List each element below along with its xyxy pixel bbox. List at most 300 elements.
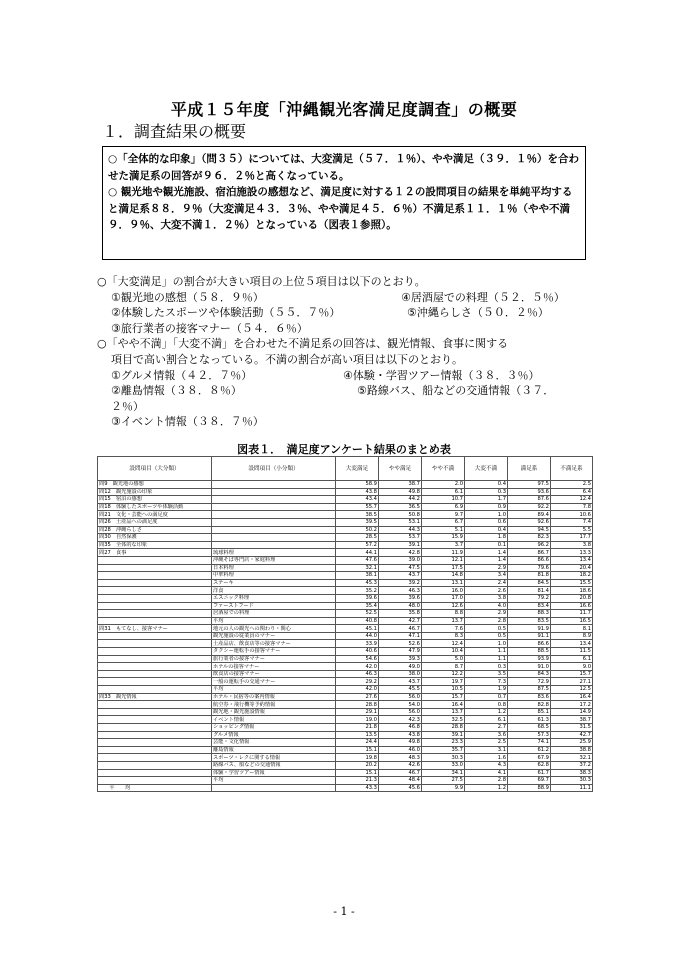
table-cell: 24.4 (336, 739, 379, 747)
table-cell: 42.6 (379, 761, 422, 769)
table-cell: 46.3 (336, 670, 379, 678)
table-cell (212, 518, 336, 526)
table-cell: 8.7 (422, 663, 465, 671)
table-cell: 19.7 (422, 678, 465, 686)
table-cell: イベント情報 (212, 716, 336, 724)
table-cell: 44.3 (379, 526, 422, 534)
low-item: ④体験・学習ツアー情報（３８．３％） (343, 368, 540, 382)
table-cell: 1.0 (465, 640, 508, 648)
table-cell (98, 640, 212, 648)
table-cell: 42.7 (379, 617, 422, 625)
table-row (98, 678, 593, 686)
table-cell: 9.7 (422, 511, 465, 519)
table-cell: 2.4 (465, 579, 508, 587)
table-cell (98, 716, 212, 724)
table-cell: 16.4 (422, 701, 465, 709)
table-cell: 7.8 (551, 503, 593, 511)
table-cell: 0.8 (465, 701, 508, 709)
table-cell: 57.3 (508, 731, 551, 739)
table-cell: 19.0 (336, 716, 379, 724)
table-cell: 43.7 (379, 678, 422, 686)
table-cell: 問21 文化・芸能への満足度 (98, 511, 212, 519)
summary-box (102, 146, 586, 260)
table-cell: 8.9 (551, 632, 593, 640)
table-cell: 53.7 (379, 534, 422, 542)
table-cell: 問28 沖縄らしさ (98, 526, 212, 534)
page-number: - 1 - (333, 905, 355, 918)
table-cell: 0.3 (465, 663, 508, 671)
table-cell: 6.9 (422, 503, 465, 511)
table-cell: 問33 観光情報 (98, 693, 212, 701)
top-item-row (97, 321, 597, 337)
table-cell: 1.1 (465, 655, 508, 663)
table-cell: 74.1 (508, 739, 551, 747)
table-cell (98, 655, 212, 663)
table-cell: 67.9 (508, 754, 551, 762)
table-cell: 72.9 (508, 678, 551, 686)
table-cell: 0.7 (465, 693, 508, 701)
table-cell: 7.3 (465, 678, 508, 686)
table-cell: 13.7 (422, 617, 465, 625)
table-row (98, 534, 593, 542)
table-cell (98, 761, 212, 769)
table-cell: 88.3 (508, 610, 551, 618)
table-cell: 問12 観光施設の印象 (98, 488, 212, 496)
table-cell: 86.6 (508, 556, 551, 564)
table-cell: 2.0 (422, 481, 465, 489)
table-cell: 35.4 (336, 602, 379, 610)
table-cell: 39.6 (336, 594, 379, 602)
table-cell: 6.7 (422, 518, 465, 526)
finding-low-heading-cont: 項目で高い割合となっている。不満の割合が高い項目は以下のとおり。 (111, 352, 463, 366)
table-cell: 42.7 (551, 731, 593, 739)
table-cell: 問27 食事 (98, 549, 212, 557)
table-cell (98, 602, 212, 610)
table-row (98, 716, 593, 724)
table-cell: 92.2 (508, 503, 551, 511)
table-cell: 81.4 (508, 587, 551, 595)
table-cell: 83.4 (508, 602, 551, 610)
table-cell (212, 526, 336, 534)
table-cell: 36.5 (379, 503, 422, 511)
table-cell: 31.5 (551, 724, 593, 732)
low-item-row (97, 368, 597, 384)
table-cell: 路線バス、船などの交通情報 (212, 761, 336, 769)
top-item: ②体験したスポーツや体験活動（５５．７％） (111, 306, 341, 320)
table-cell: 79.6 (508, 564, 551, 572)
table-cell: 38.1 (336, 572, 379, 580)
table-cell (98, 572, 212, 580)
table-cell: 問35 全体的な印象 (98, 541, 212, 549)
table-cell: 32.1 (336, 564, 379, 572)
table-cell: 48.0 (379, 602, 422, 610)
table-cell: 61.2 (508, 746, 551, 754)
table-cell: 3.8 (551, 541, 593, 549)
table-row (98, 579, 593, 587)
table-cell (98, 731, 212, 739)
table-row (98, 549, 593, 557)
table-cell: 45.6 (379, 784, 422, 792)
table-cell: 44.0 (336, 632, 379, 640)
table-cell: 16.4 (551, 693, 593, 701)
table-header-cell: 設問項目（小分類） (212, 457, 336, 481)
table-cell: 4.0 (465, 602, 508, 610)
table-cell (98, 632, 212, 640)
table-cell: 48.4 (379, 777, 422, 785)
table-cell: 12.6 (422, 602, 465, 610)
table-cell: 3.6 (465, 731, 508, 739)
low-item-row (97, 399, 597, 415)
table-header-cell: やや満足 (379, 457, 422, 481)
table-cell: 平 均 (98, 784, 212, 792)
table-cell: 35.2 (336, 587, 379, 595)
table-cell (98, 678, 212, 686)
table-cell: 10.4 (422, 648, 465, 656)
table-cell: 5.5 (551, 526, 593, 534)
table-cell: 91.0 (508, 663, 551, 671)
table-row (98, 632, 593, 640)
table-cell: 18.6 (551, 587, 593, 595)
table-cell: 11.5 (551, 648, 593, 656)
table-cell: 61.3 (508, 716, 551, 724)
table-cell: 問9 観光地の感想 (98, 481, 212, 489)
table-cell: 42.3 (379, 716, 422, 724)
table-cell: 3.5 (465, 670, 508, 678)
table-cell: 56.0 (379, 708, 422, 716)
table-cell: 1.9 (465, 686, 508, 694)
table-row (98, 640, 593, 648)
table-cell: 54.0 (379, 701, 422, 709)
table-row (98, 481, 593, 489)
table-header-row (98, 457, 593, 481)
table-cell: 91.9 (508, 625, 551, 633)
table-cell: 13.4 (551, 556, 593, 564)
table-cell: 61.7 (508, 769, 551, 777)
table-cell: 39.6 (379, 594, 422, 602)
table-cell: 13.1 (422, 579, 465, 587)
table-cell: 12.4 (422, 640, 465, 648)
table-cell: 30.3 (551, 777, 593, 785)
table-cell: 17.2 (551, 701, 593, 709)
table-cell: エスニック料理 (212, 594, 336, 602)
table-cell: 91.1 (508, 632, 551, 640)
findings-list (97, 274, 597, 430)
table-row (98, 617, 593, 625)
table-cell: 37.2 (551, 761, 593, 769)
table-cell: 43.3 (336, 784, 379, 792)
table-row (98, 648, 593, 656)
table-cell: 1.4 (465, 549, 508, 557)
table-cell: 87.6 (508, 496, 551, 504)
top-item: ⑤沖縄らしさ（５０．２％） (407, 306, 549, 320)
table-cell: 平均 (212, 686, 336, 694)
table-cell: 38.3 (551, 769, 593, 777)
table-cell: 居酒屋での料理 (212, 610, 336, 618)
table-cell: 5.1 (422, 526, 465, 534)
table-cell (212, 534, 336, 542)
table-cell (98, 587, 212, 595)
table-cell (98, 769, 212, 777)
table-cell: 沖縄そば専門店・家庭料理 (212, 556, 336, 564)
table-row (98, 564, 593, 572)
table-row (98, 556, 593, 564)
table-cell: 20.8 (551, 594, 593, 602)
top-item: ①観光地の感想（５８．９％） (111, 290, 264, 304)
table-cell: 43.8 (379, 731, 422, 739)
table-row (98, 625, 593, 633)
table-cell: 5.0 (422, 655, 465, 663)
table-cell: 87.5 (508, 686, 551, 694)
table-cell: 39.5 (336, 518, 379, 526)
table-row (98, 655, 593, 663)
table-cell: 20.4 (551, 564, 593, 572)
table-cell: ショッピング情報 (212, 724, 336, 732)
table-cell: 46.8 (379, 724, 422, 732)
table-cell: 39.2 (379, 579, 422, 587)
table-cell: 69.7 (508, 777, 551, 785)
table-cell: 6.1 (422, 488, 465, 496)
table-cell: 日本料理 (212, 564, 336, 572)
table-cell: 62.8 (508, 761, 551, 769)
table-cell: 83.5 (508, 617, 551, 625)
table-cell: 地元の人の観光への関わり・関心 (212, 625, 336, 633)
table-row (98, 701, 593, 709)
table-cell: 55.7 (336, 503, 379, 511)
table-cell: 49.8 (379, 488, 422, 496)
low-item: ②離島情報（３８．８％） (111, 384, 242, 398)
table-row (98, 739, 593, 747)
table-header-cell: 大変不満 (465, 457, 508, 481)
table-cell: 47.1 (379, 632, 422, 640)
table-row (98, 526, 593, 534)
low-item-row (97, 383, 597, 399)
table-cell: 2.5 (551, 481, 593, 489)
satisfaction-table (97, 456, 593, 792)
table-cell (212, 496, 336, 504)
document-title: 平成１５年度「沖縄観光客満足度調査」の概要 (170, 100, 518, 119)
section-heading: １．調査結果の概要 (102, 122, 247, 141)
table-cell: 97.5 (508, 481, 551, 489)
table-cell: 6.1 (465, 716, 508, 724)
table-cell: 40.8 (336, 617, 379, 625)
table-cell: 洋食 (212, 587, 336, 595)
table-cell: 19.8 (336, 754, 379, 762)
table-cell: 43.4 (336, 496, 379, 504)
table-cell: 39.3 (379, 655, 422, 663)
table-cell: 48.3 (379, 754, 422, 762)
table-cell: 15.7 (551, 670, 593, 678)
table-cell: 2.7 (465, 724, 508, 732)
table-cell (212, 488, 336, 496)
table-row (98, 663, 593, 671)
table-cell: 49.8 (379, 739, 422, 747)
table-row (98, 503, 593, 511)
table-cell (98, 663, 212, 671)
table-cell: 0.3 (465, 488, 508, 496)
table-cell: 29.1 (336, 708, 379, 716)
table-cell: 46.0 (379, 746, 422, 754)
table-cell: 2.6 (465, 587, 508, 595)
table-cell: 1.6 (465, 754, 508, 762)
low-item: ⑤路線バス、船などの交通情報（３７． (357, 384, 555, 398)
table-cell: 13.5 (336, 731, 379, 739)
table-cell: 1.7 (465, 496, 508, 504)
low-item: ①グルメ情報（４２．７％） (111, 368, 253, 382)
table-cell: 94.5 (508, 526, 551, 534)
table-cell: 27.1 (551, 678, 593, 686)
table-cell: 29.2 (336, 678, 379, 686)
table-cell: グルメ情報 (212, 731, 336, 739)
table-cell: 平均 (212, 617, 336, 625)
table-cell (98, 648, 212, 656)
table-cell: 3.1 (465, 746, 508, 754)
table-cell: 57.2 (336, 541, 379, 549)
table-header-cell: 満足系 (508, 457, 551, 481)
table-cell: 16.6 (551, 602, 593, 610)
table-row (98, 731, 593, 739)
table-cell: 81.8 (508, 572, 551, 580)
table-cell: 38.7 (379, 481, 422, 489)
table-row (98, 724, 593, 732)
table-cell: 33.0 (422, 761, 465, 769)
table-cell: 11.7 (551, 610, 593, 618)
table-header-cell: 設問項目（大分類） (98, 457, 212, 481)
table-cell: 25.9 (551, 739, 593, 747)
table-cell: 17.7 (551, 534, 593, 542)
table-cell: 56.0 (379, 693, 422, 701)
table-cell: 琉球料理 (212, 549, 336, 557)
table-cell (98, 701, 212, 709)
table-cell: 86.7 (508, 549, 551, 557)
table-cell: 27.5 (422, 777, 465, 785)
table-cell: 30.3 (422, 754, 465, 762)
table-cell (98, 579, 212, 587)
table-cell: 84.3 (508, 670, 551, 678)
table-cell: 中華料理 (212, 572, 336, 580)
table-row (98, 610, 593, 618)
table-cell: 43.8 (336, 488, 379, 496)
table-cell: 1.0 (465, 511, 508, 519)
table-cell: 27.6 (336, 693, 379, 701)
table-row (98, 746, 593, 754)
table-row (98, 754, 593, 762)
table-caption: 図表１． 満足度アンケート結果のまとめ表 (237, 443, 451, 456)
table-cell (98, 617, 212, 625)
table-row (98, 594, 593, 602)
table-cell: 35.8 (379, 610, 422, 618)
table-cell: 44.2 (379, 496, 422, 504)
table-cell: 33.9 (336, 640, 379, 648)
table-cell: 39.0 (379, 556, 422, 564)
table-cell: スポーツ・レクに関する情報 (212, 754, 336, 762)
table-cell: 52.6 (379, 640, 422, 648)
table-cell: 38.0 (379, 670, 422, 678)
table-cell: 12.5 (551, 686, 593, 694)
table-row (98, 518, 593, 526)
table-cell (98, 739, 212, 747)
table-cell: 23.3 (422, 739, 465, 747)
table-cell: 17.5 (422, 564, 465, 572)
table-cell: 9.0 (551, 663, 593, 671)
table-cell: 3.7 (422, 541, 465, 549)
table-cell (98, 594, 212, 602)
table-cell: 0.6 (465, 518, 508, 526)
table-cell: 38.5 (336, 511, 379, 519)
table-cell: 42.8 (379, 549, 422, 557)
table-cell: 39.1 (379, 541, 422, 549)
table-cell: 15.9 (422, 534, 465, 542)
table-cell: 4.1 (465, 769, 508, 777)
table-row (98, 686, 593, 694)
table-cell: 3.4 (465, 572, 508, 580)
top-item: ③旅行業者の接客マナー（５４．６％） (111, 321, 308, 335)
table-cell: 53.1 (379, 518, 422, 526)
table-cell: 79.2 (508, 594, 551, 602)
table-cell (98, 610, 212, 618)
table-cell: 93.9 (508, 655, 551, 663)
table-cell: 13.4 (551, 640, 593, 648)
table-body (98, 481, 593, 792)
table-cell: 84.5 (508, 579, 551, 587)
table-cell (98, 564, 212, 572)
table-cell (98, 754, 212, 762)
table-cell: 6.4 (551, 488, 593, 496)
table-cell: 45.5 (379, 686, 422, 694)
table-cell: 21.8 (336, 724, 379, 732)
table-cell: 68.5 (508, 724, 551, 732)
table-row (98, 602, 593, 610)
table-row (98, 769, 593, 777)
table-cell: 2.8 (465, 617, 508, 625)
table-cell: 43.7 (379, 572, 422, 580)
table-cell: 54.6 (336, 655, 379, 663)
table-header-cell: 大変満足 (336, 457, 379, 481)
table-cell: 12.2 (422, 670, 465, 678)
table-cell: ホテル・民宿等の案内情報 (212, 693, 336, 701)
table-row (98, 572, 593, 580)
table-cell: 35.7 (422, 746, 465, 754)
table-cell: 28.8 (422, 724, 465, 732)
table-cell: 13.3 (551, 549, 593, 557)
table-cell: 16.0 (422, 587, 465, 595)
table-cell (98, 670, 212, 678)
table-cell: ステーキ (212, 579, 336, 587)
table-cell: 44.1 (336, 549, 379, 557)
table-cell: 14.8 (422, 572, 465, 580)
low-item-cont: ２％） (111, 399, 144, 413)
table-cell: 46.7 (379, 625, 422, 633)
table-cell: 11.9 (422, 549, 465, 557)
table-cell: 2.9 (465, 610, 508, 618)
table-cell: 50.8 (379, 511, 422, 519)
table-cell: 28.8 (336, 701, 379, 709)
table-cell: 39.1 (422, 731, 465, 739)
table-row (98, 670, 593, 678)
table-cell: 12.1 (422, 556, 465, 564)
table-cell: 土産品店、飲食店等の接客マナー (212, 640, 336, 648)
table-cell (98, 777, 212, 785)
table-cell: 6.1 (551, 655, 593, 663)
table-cell: 28.5 (336, 534, 379, 542)
table-row (98, 761, 593, 769)
table-cell: 85.1 (508, 708, 551, 716)
table-cell: 0.5 (465, 625, 508, 633)
table-row (98, 488, 593, 496)
table-cell: 46.7 (379, 769, 422, 777)
table-row (98, 511, 593, 519)
table-cell: 問18 体験したスポーツや体験活動 (98, 503, 212, 511)
table-cell: 18.2 (551, 572, 593, 580)
